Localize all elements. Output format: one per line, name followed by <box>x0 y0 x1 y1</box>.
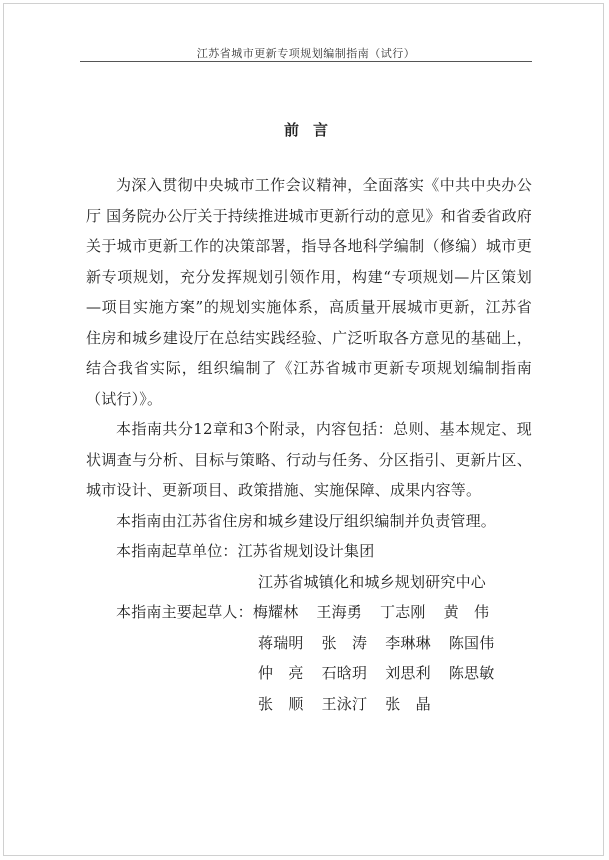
drafters-row-2 <box>86 628 532 659</box>
foreword-body <box>86 170 532 719</box>
running-header: 江苏省城市更新专项规划编制指南（试行） <box>196 47 416 60</box>
drafter-name: 张 涛 <box>321 633 368 652</box>
drafting-unit-2-row <box>86 567 532 598</box>
paragraph-management: 本指南由江苏省住房和城乡建设厅组织编制并负责管理。 <box>116 511 497 530</box>
drafter-name: 仲 亮 <box>258 664 304 682</box>
drafter-name: 丁志刚 <box>380 603 426 621</box>
paragraph-purpose: 为深入贯彻中央城市工作会议精神，全面落实《中共中央办公厅 国务院办公厅关于持续推进城市更新行动的意见》和省委省政府关于城市更新工作的决策部署，指导各地科学编制（修编）城市更新专项规划，充分发挥规划引领作用，构建“专项规划—片区策划—项目实施方案”的规划实施体系，高质量开展城市更新，江苏省住房和城乡建设厅在总结实践经验、广泛听取各方意见的基础上，结合我省实际，组织编制了《江苏省城市更新专项规划编制指南（试行）》。 <box>86 176 532 408</box>
page-title-text: 前言 <box>283 121 342 139</box>
drafter-name: 王泳汀 <box>321 694 368 713</box>
drafting-units-label: 本指南起草单位： <box>116 542 238 560</box>
drafters-row-3 <box>86 658 532 689</box>
drafter-name: 梅耀林 <box>252 603 299 621</box>
drafting-unit-1: 江苏省规划设计集团 <box>237 542 375 560</box>
drafter-name: 刘思利 <box>385 664 431 682</box>
drafters-names-1 <box>253 597 532 628</box>
drafter-name: 张 顺 <box>258 694 304 713</box>
drafting-units-row <box>86 536 532 567</box>
drafter-name: 黄 伟 <box>443 603 490 621</box>
drafter-name: 李琳琳 <box>385 633 431 652</box>
drafting-unit-2: 江苏省城镇化和城乡规划研究中心 <box>258 572 487 591</box>
page-title <box>80 119 532 140</box>
drafters-row-4 <box>86 689 532 720</box>
drafter-name: 石晗玥 <box>321 664 368 682</box>
drafter-name: 蒋瑞明 <box>258 633 304 652</box>
drafter-name: 陈思敏 <box>448 664 495 682</box>
drafter-name: 张 晶 <box>385 694 431 713</box>
drafter-name: 陈国伟 <box>448 633 495 652</box>
drafters-label: 本指南主要起草人： <box>116 603 253 621</box>
drafters-row-1 <box>86 597 532 628</box>
drafter-name: 王海勇 <box>316 603 363 621</box>
paragraph-contents: 本指南共分12章和3个附录，内容包括：总则、基本规定、现状调查与分析、目标与策略、行动与任务、分区指引、更新片区、城市设计、更新项目、政策措施、实施保障、成果内容等。 <box>86 420 532 499</box>
header-rule <box>80 61 532 62</box>
